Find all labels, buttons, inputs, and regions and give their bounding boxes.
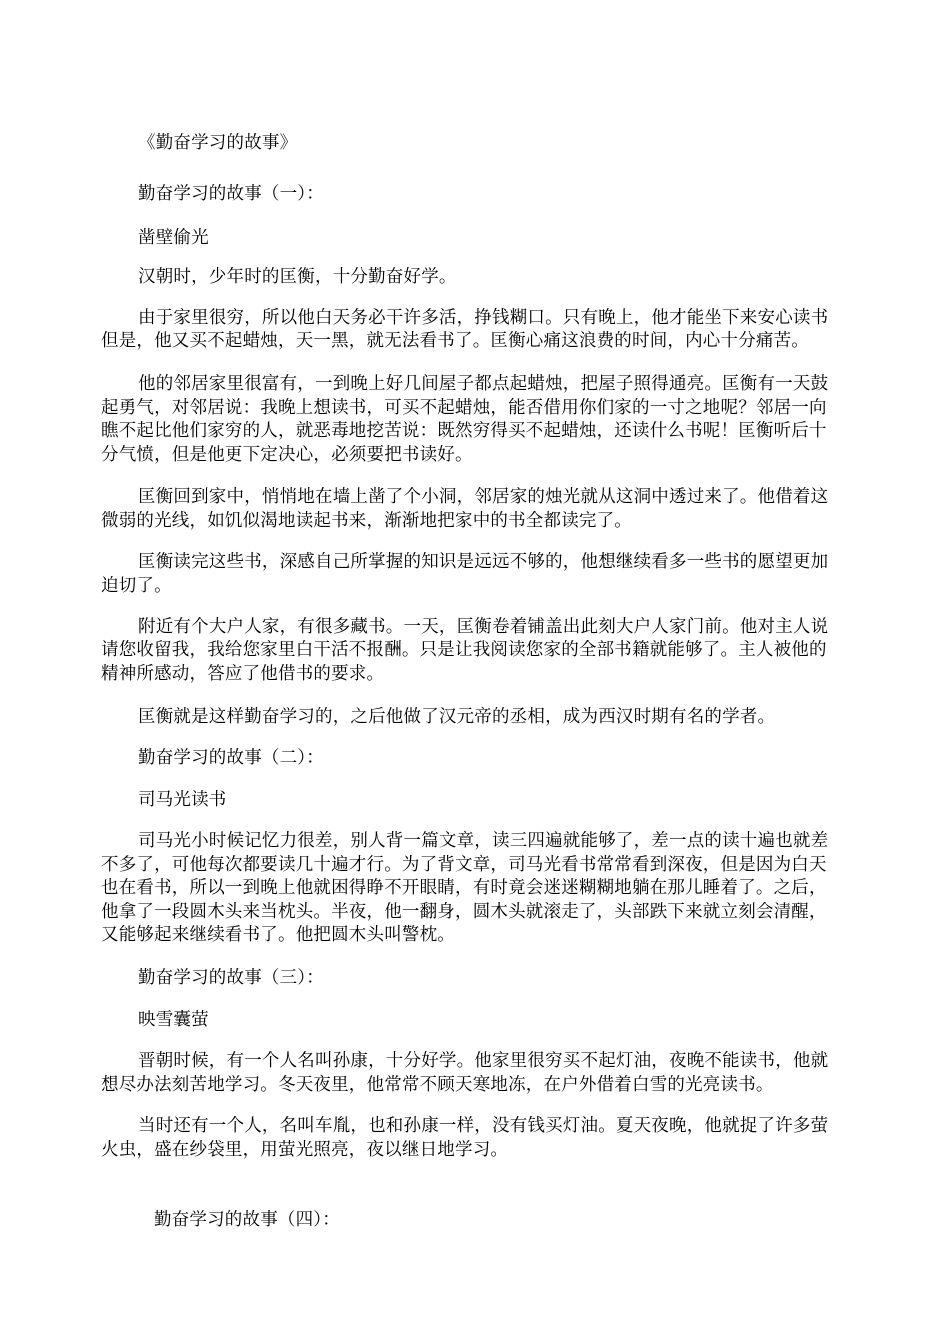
paragraph-line: 也在看书，所以一到晚上他就困得睁不开眼睛，有时竟会迷迷糊糊地躺在那儿睡着了。之后， (101, 878, 827, 898)
paragraph-line: 附近有个大户人家，有很多藏书。一天，匡衡卷着铺盖出此刻大户人家门前。他对主人说 (138, 617, 829, 637)
paragraph-line: 请您收留我，我给您家里白干活不报酬。只是让我阅读您家的全部书籍就能够了。主人被他的 (101, 640, 827, 660)
story2-subtitle: 司马光读书 (138, 790, 227, 810)
paragraph-line: 由于家里很穷，所以他白天务必干许多活，挣钱糊口。只有晚上，他才能坐下来安心读书 (138, 308, 829, 328)
paragraph-line: 微弱的光线，如饥似渴地读起书来，渐渐地把家中的书全都读完了。 (101, 511, 632, 531)
paragraph-line: 瞧不起比他们家穷的人，就恶毒地挖苦说：既然穷得买不起蜡烛，还读什么书呢！匡衡听后十 (101, 421, 827, 441)
paragraph-line: 当时还有一个人，名叫车胤，也和孙康一样，没有钱买灯油。夏天夜晚，他就捉了许多萤 (138, 1116, 829, 1136)
story3-heading: 勤奋学习的故事（三）： (138, 968, 324, 988)
paragraph-line: 不多了，可他每次都要读几十遍才行。为了背文章，司马光看书常常看到深夜，但是因为白天 (101, 855, 827, 875)
story1-paragraph-1: 汉朝时，少年时的匡衡，十分勤奋好学。 (138, 267, 457, 287)
paragraph-line: 又能够起来继续看书了。他把圆木头叫警枕。 (101, 925, 455, 945)
paragraph-line: 想尽办法刻苦地学习。冬天夜里，他常常不顾天寒地冻，在户外借着白雪的光亮读书。 (101, 1075, 774, 1095)
paragraph-line: 匡衡读完这些书，深感自己所掌握的知识是远远不够的，他想继续看多一些书的愿望更加 (138, 552, 829, 572)
paragraph-line: 他的邻居家里很富有，一到晚上好几间屋子都点起蜡烛，把屋子照得通亮。匡衡有一天鼓 (138, 374, 829, 394)
story1-subtitle: 凿壁偷光 (138, 228, 209, 248)
story1-heading: 勤奋学习的故事（一）： (138, 184, 324, 204)
paragraph-line: 但是，他又买不起蜡烛，天一黑，就无法看书了。匡衡心痛这浪费的时间，内心十分痛苦。 (101, 331, 809, 351)
story3-subtitle: 映雪囊萤 (138, 1010, 209, 1030)
paragraph-line: 晋朝时候，有一个人名叫孙康，十分好学。他家里很穷买不起灯油，夜晚不能读书，他就 (138, 1051, 829, 1071)
paragraph-line: 精神所感动，答应了他借书的要求。 (101, 664, 385, 684)
paragraph-line: 司马光小时候记忆力很差，别人背一篇文章，读三四遍就能够了，差一点的读十遍也就差 (138, 831, 829, 851)
paragraph-line: 他拿了一段圆木头来当枕头。半夜，他一翻身，圆木头就滚走了，头部跌下来就立刻会清醒， (101, 902, 827, 922)
paragraph-line: 迫切了。 (101, 576, 172, 596)
paragraph-line: 分气愤，但是他更下定决心，必须要把书读好。 (101, 445, 473, 465)
document-title: 《勤奋学习的故事》 (138, 133, 298, 153)
story2-heading: 勤奋学习的故事（二）： (138, 748, 324, 768)
story4-heading: 勤奋学习的故事（四）： (154, 1210, 340, 1230)
story1-paragraph-7: 匡衡就是这样勤奋学习的，之后他做了汉元帝的丞相，成为西汉时期有名的学者。 (138, 707, 776, 727)
paragraph-line: 火虫，盛在纱袋里，用萤光照亮，夜以继日地学习。 (101, 1140, 509, 1160)
paragraph-line: 起勇气，对邻居说：我晚上想读书，可买不起蜡烛，能否借用你们家的一寸之地呢？邻居一向 (101, 398, 827, 418)
paragraph-line: 匡衡回到家中，悄悄地在墙上凿了个小洞，邻居家的烛光就从这洞中透过来了。他借着这 (138, 487, 829, 507)
